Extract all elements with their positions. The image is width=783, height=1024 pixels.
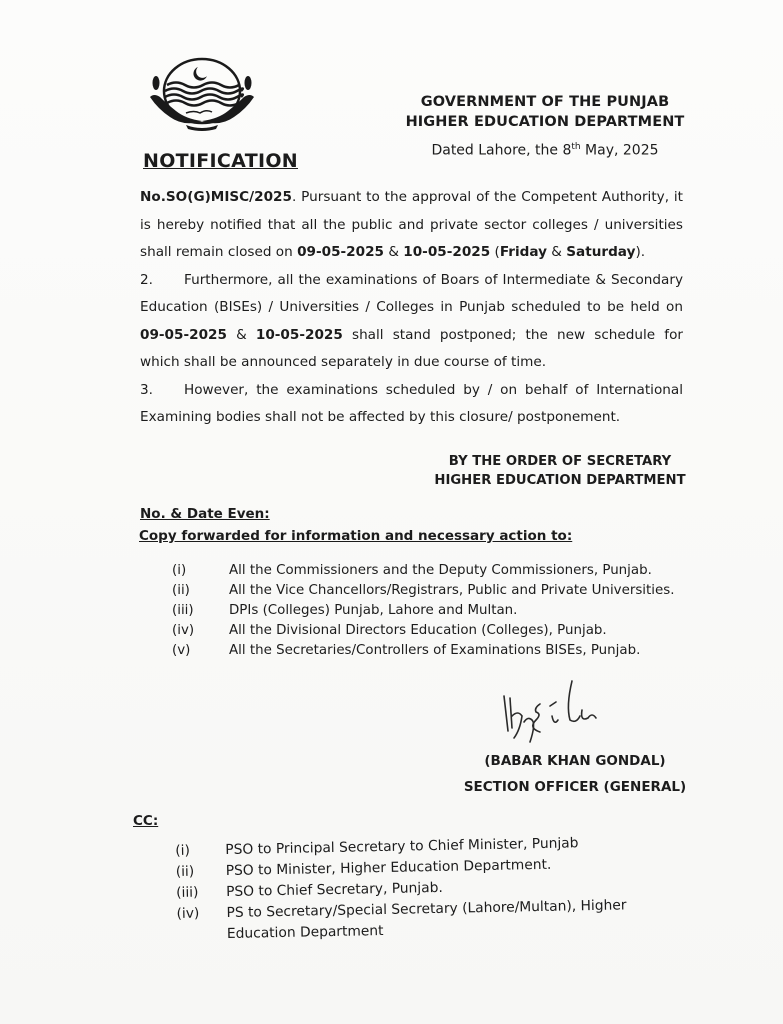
list-item <box>176 895 667 946</box>
list-text: PSO to Chief Secretary, Punjab. <box>225 879 443 901</box>
closure-day-2: Saturday <box>566 244 636 260</box>
list-text: PSO to Principal Secretary to Chief Minister, Punjab <box>225 835 579 859</box>
closure-date-1: 09-05-2025 <box>297 244 385 260</box>
order-line-2: HIGHER EDUCATION DEPARTMENT <box>434 473 686 488</box>
list-item <box>172 561 674 581</box>
cc-heading: CC: <box>133 813 159 829</box>
list-number: (i) <box>172 563 187 578</box>
list-text: All the Secretaries/Controllers of Examinations BISEs, Punjab. <box>229 643 641 658</box>
list-text: All the Divisional Directors Education (Colleges), Punjab. <box>229 623 607 638</box>
signatory-block <box>445 748 705 800</box>
handwritten-signature-icon <box>490 676 640 746</box>
cc-list <box>175 824 667 946</box>
paragraph-number: 2. <box>140 271 153 288</box>
paragraph-1 <box>140 184 683 267</box>
closure-day-1: Friday <box>499 244 547 260</box>
list-number: (v) <box>172 643 191 658</box>
dated-line <box>395 136 695 162</box>
order-line-1: BY THE ORDER OF SECRETARY <box>448 454 672 469</box>
paragraph-3-text: However, the examinations scheduled by / on behalf of International Examining bodies shall not be affected by this closure/ postponement. <box>140 381 683 425</box>
amp: & <box>384 244 404 260</box>
notification-title: NOTIFICATION <box>143 150 298 172</box>
postponed-date-1: 09-05-2025 <box>140 326 227 343</box>
amp: & <box>226 326 256 343</box>
list-number: (ii) <box>172 583 190 598</box>
list-number: (iii) <box>175 884 199 901</box>
dated-superscript: th <box>571 142 581 152</box>
paragraph-3 <box>140 377 683 432</box>
amp: & <box>546 244 567 260</box>
list-number: (i) <box>175 842 191 859</box>
paren: ( <box>490 244 500 260</box>
list-item <box>172 621 674 641</box>
paragraph-2-text: Furthermore, all the examinations of Boars of Intermediate & Secondary Education (BISEs) / Universities / Colleges in Punjab scheduled to be held on <box>140 271 683 315</box>
list-item <box>172 601 674 621</box>
list-text: PS to Secretary/Special Secretary (Lahore/Multan), Higher Education Department <box>226 897 627 943</box>
paren: ). <box>635 244 646 260</box>
copy-forwarded-list <box>172 561 674 661</box>
list-number: (ii) <box>175 863 195 880</box>
paragraph-2-text-end: shall stand postponed; the new schedule for which shall be announced separately in due course of time. <box>140 326 683 370</box>
dated-suffix: May, 2025 <box>580 142 659 159</box>
list-item <box>172 641 674 661</box>
reference-number: No.SO(G)MISC/2025 <box>140 189 292 205</box>
punjab-government-emblem-icon <box>146 55 258 135</box>
paragraph-number: 3. <box>140 381 153 398</box>
signatory-designation: SECTION OFFICER (GENERAL) <box>463 779 687 795</box>
notification-body <box>140 184 683 432</box>
list-text: DPIs (Colleges) Punjab, Lahore and Multan. <box>229 603 518 618</box>
paragraph-1-text: . Pursuant to the approval of the Competent Authority, it is hereby notified that all the public and private sector colleges / universities shall remain closed on <box>140 189 683 260</box>
no-date-even: No. & Date Even: <box>140 506 270 522</box>
signatory-name: (BABAR KHAN GONDAL) <box>484 753 666 769</box>
list-number: (iv) <box>176 905 200 922</box>
copy-forwarded-heading: Copy forwarded for information and necessary action to: <box>139 528 573 544</box>
list-text: All the Vice Chancellors/Registrars, Public and Private Universities. <box>229 583 675 598</box>
letterhead <box>395 92 695 162</box>
list-number: (iv) <box>172 623 195 638</box>
postponed-date-2: 10-05-2025 <box>255 326 343 343</box>
government-name: GOVERNMENT OF THE PUNJAB <box>420 94 670 110</box>
paragraph-2 <box>140 267 683 377</box>
list-text: All the Commissioners and the Deputy Commissioners, Punjab. <box>229 563 652 578</box>
closure-date-2: 10-05-2025 <box>403 244 491 260</box>
list-number: (iii) <box>172 603 194 618</box>
dated-prefix: Dated Lahore, the 8 <box>431 142 572 159</box>
by-order-block <box>420 452 700 490</box>
list-text: PSO to Minister, Higher Education Department. <box>225 856 552 880</box>
department-name: HIGHER EDUCATION DEPARTMENT <box>405 114 685 130</box>
list-item <box>172 581 674 601</box>
